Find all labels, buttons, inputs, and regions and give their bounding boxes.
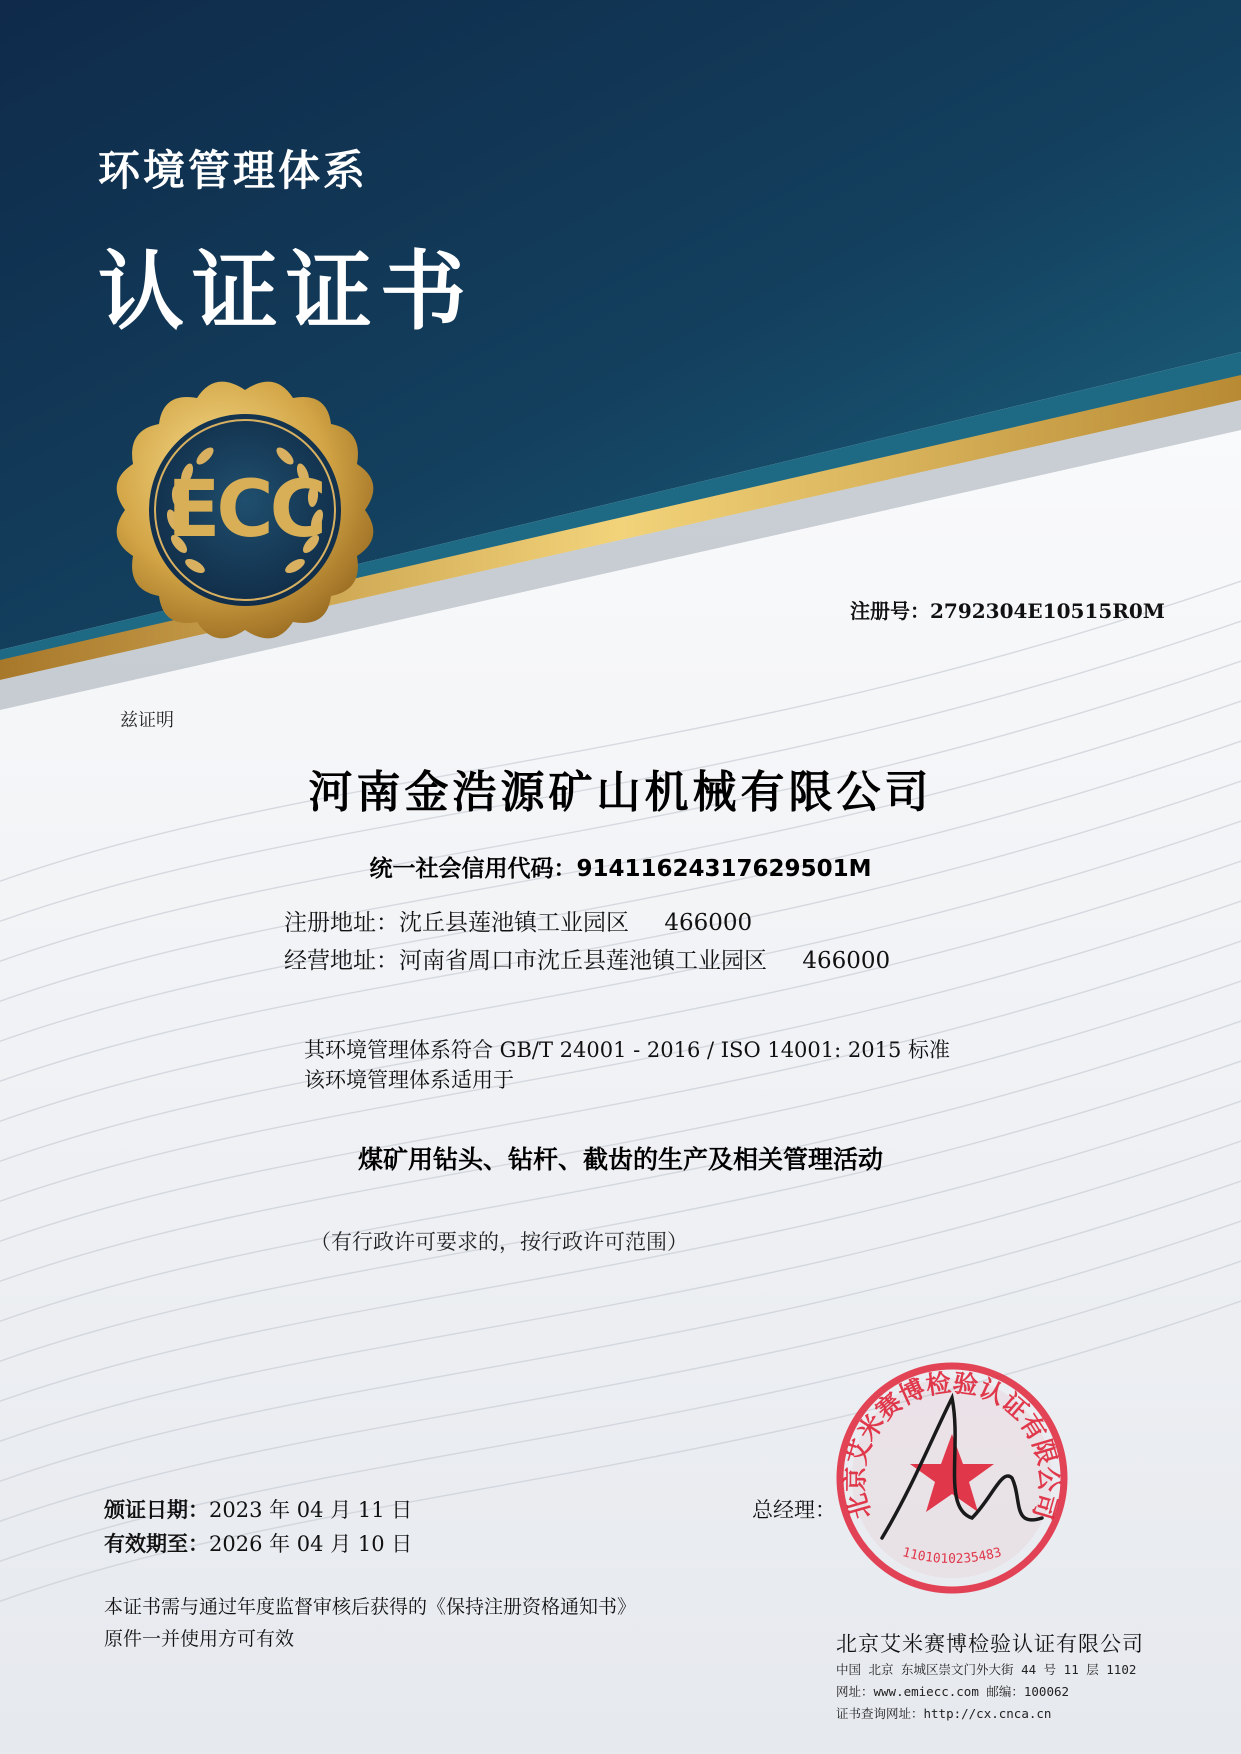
scope-note: （有行政许可要求的，按行政许可范围）: [310, 1230, 688, 1254]
registered-address-postcode: 466000: [664, 910, 753, 936]
registered-address-value: 沈丘县莲池镇工业园区: [399, 910, 629, 936]
issuer-query-url: 证书查询网址：http://cx.cnca.cn: [836, 1706, 1052, 1721]
issuer-website: 网址：www.emiecc.com 邮编：100062: [836, 1684, 1070, 1699]
notice-line-2: 原件一并使用方可有效: [104, 1628, 295, 1650]
badge-logo-text: ECC: [167, 465, 323, 555]
standard-statement: 其环境管理体系符合 GB/T 24001 - 2016 / ISO 14001: 2015 标准: [304, 1038, 951, 1062]
svg-text:1101010235483: 1101010235483: [900, 1545, 1004, 1567]
registered-address: [284, 904, 752, 937]
business-address-value: 河南省周口市沈丘县莲池镇工业园区: [399, 948, 767, 974]
company-seal: [840, 1366, 1064, 1590]
credit-code-value: 91411624317629501M: [576, 856, 872, 882]
credit-code: [0, 850, 1241, 883]
valid-until: [104, 1528, 412, 1558]
valid-until-value: 2026 年 04 月 10 日: [209, 1532, 413, 1556]
general-manager-label: 总经理：: [752, 1498, 836, 1522]
issue-date: [104, 1494, 412, 1524]
issuer-name: 北京艾米赛博检验认证有限公司: [836, 1632, 1144, 1656]
business-address-label: 经营地址：: [284, 948, 399, 974]
issue-date-value: 2023 年 04 月 11 日: [209, 1498, 413, 1522]
certificate-title: 认证证书: [98, 242, 474, 342]
issuer-address: 中国 北京 东城区崇文门外大街 44 号 11 层 1102: [836, 1662, 1137, 1677]
company-name: 河南金浩源矿山机械有限公司: [308, 767, 933, 818]
business-address: [284, 942, 890, 975]
notice-line-1: 本证书需与通过年度监督审核后获得的《保持注册资格通知书》: [104, 1596, 637, 1618]
certify-text: 兹证明: [120, 710, 174, 731]
registration-value: 2792304E10515R0M: [930, 599, 1165, 623]
scope-intro: 该环境管理体系适用于: [304, 1068, 514, 1092]
registration-number: [850, 595, 1165, 624]
certificate-subtitle: 环境管理体系: [98, 146, 369, 195]
registered-address-label: 注册地址：: [284, 910, 399, 936]
certification-scope: 煤矿用钻头、钻杆、截齿的生产及相关管理活动: [357, 1145, 883, 1174]
valid-until-label: 有效期至：: [104, 1532, 209, 1556]
svg-text:北京艾米赛博检验认证有限公司: 北京艾米赛博检验认证有限公司: [840, 1368, 1064, 1523]
business-address-postcode: 466000: [802, 948, 891, 974]
registration-label: 注册号：: [850, 599, 930, 623]
issue-date-label: 颁证日期：: [104, 1498, 209, 1522]
credit-code-label: 统一社会信用代码：: [369, 856, 577, 882]
